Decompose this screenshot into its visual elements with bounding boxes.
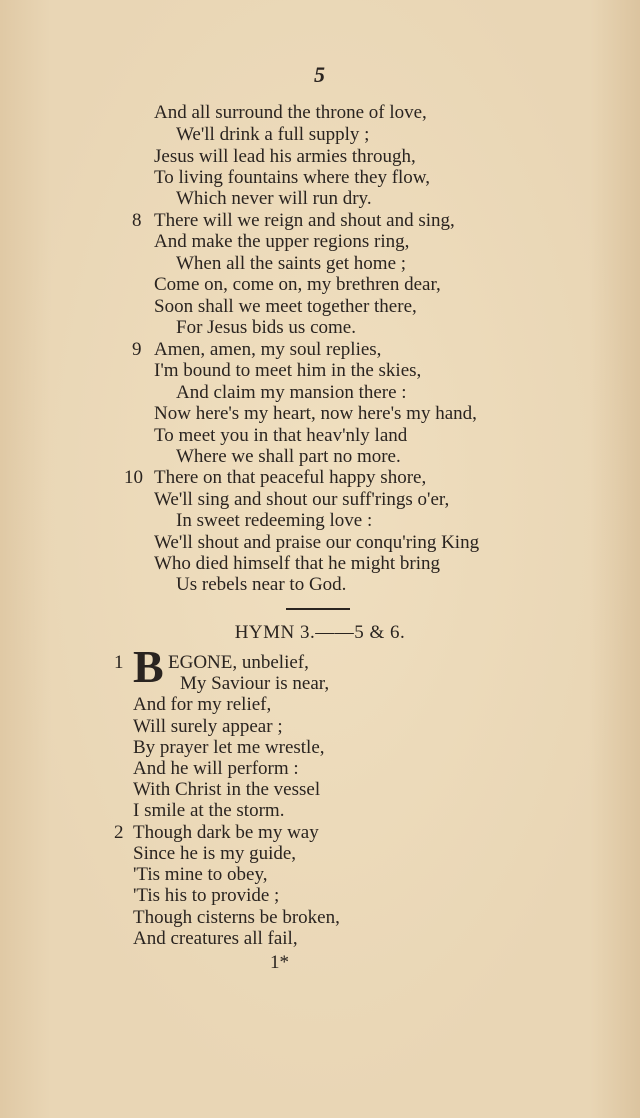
hymn-line: And creatures all fail, bbox=[133, 928, 298, 949]
verse-number: 2 bbox=[114, 822, 124, 843]
hymn-line: And all surround the throne of love, bbox=[154, 102, 427, 123]
hymn-line: Who died himself that he might bring bbox=[154, 553, 441, 574]
hymn-line: We'll shout and praise our conqu'ring King bbox=[154, 532, 480, 553]
hymn-line: 'Tis his to provide ; bbox=[133, 885, 280, 906]
hymn-line: For Jesus bids us come. bbox=[176, 317, 356, 338]
hymn-line: Since he is my guide, bbox=[133, 843, 297, 864]
hymn-line: And make the upper regions ring, bbox=[154, 231, 410, 252]
hymn-line: Though cisterns be broken, bbox=[133, 907, 340, 928]
hymn-line: By prayer let me wrestle, bbox=[133, 737, 325, 758]
section-rule bbox=[286, 608, 350, 610]
hymn-line: Jesus will lead his armies through, bbox=[154, 146, 416, 167]
hymn-line: My Saviour is near, bbox=[180, 673, 330, 694]
hymn-line: There will we reign and shout and sing, bbox=[154, 210, 455, 231]
hymn-line: Which never will run dry. bbox=[176, 188, 372, 209]
hymn-line: Will surely appear ; bbox=[133, 716, 283, 737]
hymn-line: EGONE, unbelief, bbox=[168, 652, 309, 673]
verse-number: 8 bbox=[132, 210, 142, 231]
hymn-line: Though dark be my way bbox=[133, 822, 319, 843]
hymn-line: To living fountains where they flow, bbox=[154, 167, 431, 188]
hymn-line: With Christ in the vessel bbox=[133, 779, 321, 800]
hymn-line: Come on, come on, my brethren dear, bbox=[154, 274, 441, 295]
verse-number: 9 bbox=[132, 339, 142, 360]
hymn-line: We'll sing and shout our suff'rings o'er, bbox=[154, 489, 450, 510]
drop-cap: B bbox=[133, 641, 164, 692]
hymn-line: When all the saints get home ; bbox=[176, 253, 407, 274]
hymn-line: Us rebels near to God. bbox=[176, 574, 347, 595]
verse-number: 1 bbox=[114, 652, 124, 673]
hymn-line: And he will perform : bbox=[133, 758, 299, 779]
hymn-line: And for my relief, bbox=[133, 694, 272, 715]
hymn-line: Amen, amen, my soul replies, bbox=[154, 339, 382, 360]
page-number: 5 bbox=[314, 62, 326, 87]
hymn-line: I'm bound to meet him in the skies, bbox=[154, 360, 422, 381]
hymn-line: 'Tis mine to obey, bbox=[133, 864, 268, 885]
hymn-line: We'll drink a full supply ; bbox=[176, 124, 370, 145]
signature-mark: 1* bbox=[270, 952, 289, 973]
hymn-line: To meet you in that heav'nly land bbox=[154, 425, 408, 446]
hymn-line: There on that peaceful happy shore, bbox=[154, 467, 427, 488]
hymn-line: I smile at the storm. bbox=[133, 800, 285, 821]
hymn-line: And claim my mansion there : bbox=[176, 382, 407, 403]
hymn-title: HYMN 3.——5 & 6. bbox=[234, 622, 406, 643]
verse-number: 10 bbox=[124, 467, 143, 488]
hymn-line: Soon shall we meet together there, bbox=[154, 296, 417, 317]
hymn-line: Now here's my heart, now here's my hand, bbox=[154, 403, 477, 424]
hymn-line: Where we shall part no more. bbox=[176, 446, 401, 467]
hymn-line: In sweet redeeming love : bbox=[176, 510, 373, 531]
